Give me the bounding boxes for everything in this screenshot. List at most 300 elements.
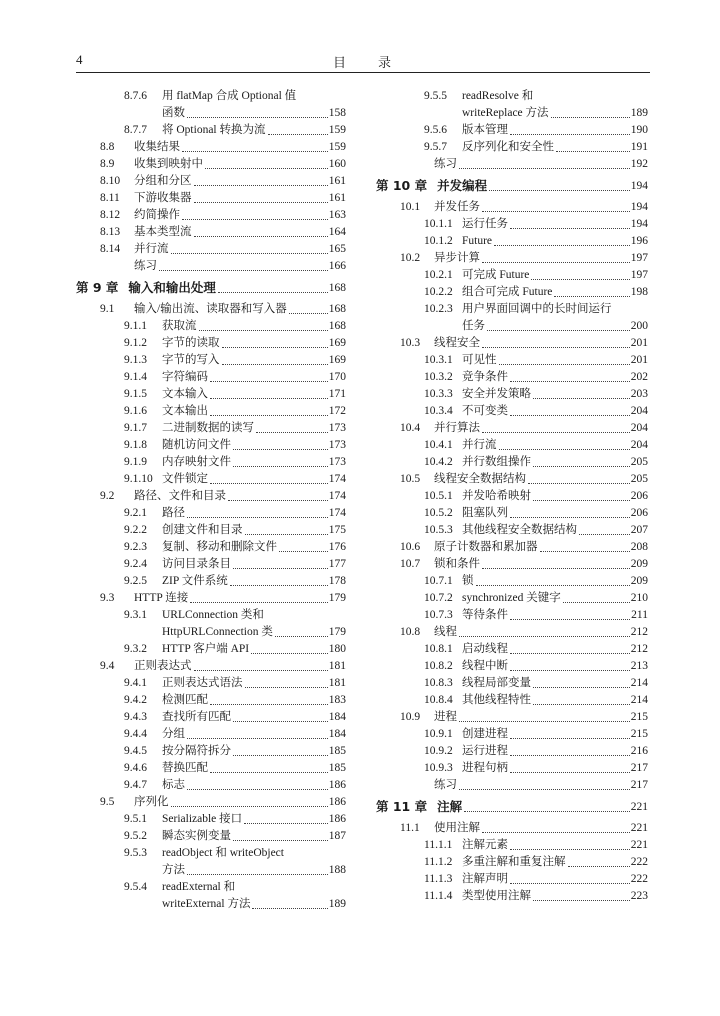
toc-entry[interactable] [76,590,346,607]
toc-entry-number: 10.2 [400,252,421,264]
toc-entry[interactable] [376,888,648,905]
dot-leader [194,670,328,671]
toc-entry[interactable] [376,420,648,437]
toc-entry[interactable] [76,794,346,811]
toc-entry[interactable] [76,88,346,105]
toc-entry-page: 190 [630,124,648,136]
toc-entry-number: 10.9.3 [424,762,453,774]
toc-entry[interactable] [376,522,648,539]
toc-chapter-entry[interactable] [376,173,648,199]
toc-entry-page: 221 [630,822,648,834]
toc-entry-page: 170 [328,371,346,383]
toc-entry[interactable] [76,828,346,845]
toc-entry-number: 10.3.4 [424,405,453,417]
toc-entry[interactable] [376,539,648,556]
toc-entry[interactable] [376,692,648,709]
dot-leader [210,398,328,399]
toc-entry-title: 函数 [162,107,185,119]
toc-entry-title: HTTP 客户端 API [162,643,250,655]
toc-entry-page: 216 [630,745,648,757]
toc-entry-title: Serializable 接口 [162,813,243,825]
toc-entry[interactable] [376,573,648,590]
toc-entry-page: 201 [630,337,648,349]
toc-entry-number: 10.4.1 [424,439,453,451]
toc-entry-title: 进程句柄 [462,762,508,774]
toc-entry-page: 209 [630,575,648,587]
dot-leader [510,228,630,229]
toc-entry-number: 10.1.1 [424,218,453,230]
toc-entry-page: 174 [328,507,346,519]
dot-leader [190,602,328,603]
toc-entry[interactable] [76,845,346,862]
dot-leader [482,211,630,212]
toc-entry[interactable] [376,284,648,301]
dot-leader [459,636,630,637]
toc-entry[interactable] [376,216,648,233]
toc-entry-page: 159 [328,141,346,153]
toc-entry[interactable] [76,224,346,241]
toc-entry-title: 查找所有匹配 [162,711,231,723]
toc-entry-page: 217 [630,762,648,774]
toc-entry[interactable] [76,862,346,879]
toc-entry[interactable] [76,420,346,437]
dot-leader [489,190,630,191]
toc-entry[interactable] [376,488,648,505]
toc-entry[interactable] [376,352,648,369]
toc-entry-title: 用 flatMap 合成 Optional 值 [162,90,297,102]
toc-entry-page: 168 [328,303,346,315]
toc-entry[interactable] [376,658,648,675]
toc-entry-page: 181 [328,660,346,672]
toc-entry-number: 第 10 章 [376,178,428,193]
toc-entry-page: 194 [630,218,648,230]
dot-leader [510,883,630,884]
toc-entry[interactable] [376,301,648,318]
page-header [76,52,650,73]
toc-entry-page: 168 [328,282,346,294]
toc-entry[interactable] [376,743,648,760]
dot-leader [533,500,630,501]
toc-entry-page: 185 [328,745,346,757]
toc-entry-page: 171 [328,388,346,400]
toc-entry-number: 11.1 [400,822,420,834]
toc-entry-title: 标志 [162,779,185,791]
toc-entry-page: 222 [630,856,648,868]
toc-entry-title: 启动线程 [462,643,508,655]
dot-leader [199,330,328,331]
toc-entry[interactable] [76,190,346,207]
toc-entry-title: 可完成 Future [462,269,530,281]
toc-entry-page: 186 [328,779,346,791]
toc-entry[interactable] [76,556,346,573]
toc-entry-title: 基本类型流 [134,226,192,238]
toc-entry-page: 211 [631,609,648,621]
toc-entry-number: 10.5 [400,473,421,485]
toc-entry[interactable] [76,437,346,454]
toc-entry-page: 164 [328,226,346,238]
toc-entry[interactable] [76,624,346,641]
toc-entry-page: 205 [630,473,648,485]
toc-entry[interactable] [76,369,346,386]
toc-entry-title: 锁 [462,575,474,587]
toc-entry-page: 202 [630,371,648,383]
toc-entry-title: 用户界面回调中的长时间运行 [462,303,612,315]
toc-entry[interactable] [376,854,648,871]
toc-entry[interactable] [376,709,648,726]
dot-leader [499,449,630,450]
toc-entry-number: 10.4.2 [424,456,453,468]
toc-entry-number: 9.3.2 [124,643,147,655]
toc-entry[interactable] [376,837,648,854]
toc-entry-number: 8.13 [100,226,121,238]
toc-entry[interactable] [376,403,648,420]
toc-entry[interactable] [376,556,648,573]
toc-entry-title: ZIP 文件系统 [162,575,228,587]
toc-entry-page: 169 [328,337,346,349]
toc-entry-title: 收集结果 [134,141,180,153]
toc-entry[interactable] [376,139,648,156]
toc-entry[interactable] [76,335,346,352]
toc-entry-number: 10.8.2 [424,660,453,672]
toc-entry[interactable] [376,471,648,488]
toc-entry[interactable] [376,624,648,641]
toc-entry-title: 创建文件和目录 [162,524,243,536]
toc-entry-title: 任务 [462,320,485,332]
toc-entry[interactable] [376,505,648,522]
toc-entry[interactable] [376,641,648,658]
toc-entry-number: 10.8.1 [424,643,453,655]
toc-entry[interactable] [76,122,346,139]
dot-leader [459,168,630,169]
toc-entry-page: 206 [630,490,648,502]
toc-entry-page: 178 [328,575,346,587]
toc-entry-title: 注解 [437,799,463,814]
toc-entry[interactable] [376,726,648,743]
dot-leader [533,466,630,467]
dot-leader [528,483,630,484]
toc-entry-number: 10.2.1 [424,269,453,281]
toc-entry-page: 168 [328,320,346,332]
toc-entry-page: 176 [328,541,346,553]
toc-entry-number: 10.1 [400,201,421,213]
dot-leader [251,653,328,654]
toc-entry[interactable] [76,301,346,318]
dot-leader [510,619,630,620]
toc-entry[interactable] [76,454,346,471]
toc-entry-number: 8.7.6 [124,90,147,102]
toc-entry-number: 第 11 章 [376,799,428,814]
toc-entry-number: 10.2.2 [424,286,453,298]
toc-entry-number: 9.1.3 [124,354,147,366]
toc-entry-title: 创建进程 [462,728,508,740]
toc-entry-page: 184 [328,711,346,723]
toc-entry-title: 异步计算 [434,252,480,264]
dot-leader [279,551,328,552]
toc-entry[interactable] [76,352,346,369]
toc-entry-number: 9.2.4 [124,558,147,570]
toc-entry[interactable] [76,386,346,403]
toc-entry[interactable] [76,505,346,522]
toc-entry-title: Future [462,235,493,247]
toc-entry[interactable] [376,590,648,607]
toc-entry-number: 9.1.5 [124,388,147,400]
toc-entry-title: 其他线程特性 [462,694,531,706]
toc-entry-title: 分组 [162,728,185,740]
dot-leader [252,908,327,909]
dot-leader [482,832,630,833]
toc-entry-title: 等待条件 [462,609,508,621]
toc-entry-number: 10.4 [400,422,421,434]
toc-entry-page: 196 [630,235,648,247]
toc-entry-number: 11.1.2 [424,856,453,868]
dot-leader [533,704,630,705]
dot-leader [210,381,328,382]
toc-entry-title: 瞬态实例变量 [162,830,231,842]
toc-entry-number: 10.3.3 [424,388,453,400]
toc-entry-title: 替换匹配 [162,762,208,774]
toc-entry[interactable] [376,156,648,173]
dot-leader [510,738,630,739]
toc-entry-page: 200 [630,320,648,332]
dot-leader [182,219,328,220]
toc-entry-title: 方法 [162,864,185,876]
toc-entry[interactable] [376,871,648,888]
toc-entry[interactable] [376,335,648,352]
toc-entry[interactable] [76,760,346,777]
toc-entry-title: 分组和分区 [134,175,192,187]
dot-leader [510,670,630,671]
toc-entry-title: 原子计数器和累加器 [434,541,538,553]
toc-entry-title: 练习 [134,260,157,272]
dot-leader [233,466,328,467]
dot-leader [464,811,630,812]
toc-entry[interactable] [76,139,346,156]
toc-entry[interactable] [376,675,648,692]
toc-entry-page: 160 [328,158,346,170]
dot-leader [510,415,630,416]
toc-entry-number: 9.3 [100,592,115,604]
dot-leader [159,270,328,271]
toc-entry-title: 访问目录条目 [162,558,231,570]
toc-entry[interactable] [376,233,648,250]
toc-entry[interactable] [76,896,346,913]
page-title: 目 录 [332,55,393,70]
toc-entry-number: 9.2.2 [124,524,147,536]
toc-entry[interactable] [76,318,346,335]
toc-entry[interactable] [76,156,346,173]
toc-entry[interactable] [76,573,346,590]
toc-entry-title: 内存映射文件 [162,456,231,468]
toc-entry-page: 194 [630,180,648,192]
dot-leader [222,364,328,365]
toc-entry[interactable] [376,607,648,624]
toc-entry-number: 10.5.1 [424,490,453,502]
dot-leader [510,381,630,382]
toc-entry[interactable] [76,241,346,258]
toc-entry-number: 9.2 [100,490,115,502]
toc-entry-title: HTTP 连接 [134,592,189,604]
toc-entry-number: 8.9 [100,158,115,170]
toc-entry-page: 217 [630,779,648,791]
toc-entry-page: 174 [328,490,346,502]
dot-leader [222,347,328,348]
toc-entry[interactable] [76,173,346,190]
toc-entry[interactable] [76,675,346,692]
toc-entry-title: 正则表达式 [134,660,192,672]
toc-entry-number: 10.1.2 [424,235,453,247]
dot-leader [268,134,328,135]
toc-entry-page: 197 [630,252,648,264]
toc-entry-number: 9.5.2 [124,830,147,842]
toc-entry-page: 222 [630,873,648,885]
dot-leader [533,900,630,901]
dot-leader [233,755,328,756]
toc-entry[interactable] [376,777,648,794]
toc-entry-page: 186 [328,813,346,825]
toc-entry[interactable] [376,820,648,837]
dot-leader [540,551,630,552]
dot-leader [194,236,328,237]
dot-leader [510,134,630,135]
toc-entry-title: 线程中断 [462,660,508,672]
toc-entry[interactable] [376,250,648,267]
toc-entry[interactable] [376,369,648,386]
toc-entry[interactable] [76,743,346,760]
toc-entry-number: 10.9 [400,711,421,723]
toc-entry-title: 注解声明 [462,873,508,885]
toc-entry[interactable] [76,207,346,224]
toc-entry-title: 进程 [434,711,457,723]
toc-entry-page: 169 [328,354,346,366]
toc-entry-page: 188 [328,864,346,876]
toc-entry-page: 198 [630,286,648,298]
toc-entry-title: readExternal 和 [162,881,236,893]
toc-entry[interactable] [76,258,346,275]
toc-entry[interactable] [76,692,346,709]
toc-entry-number: 9.1.8 [124,439,147,451]
toc-entry-number: 10.3 [400,337,421,349]
toc-entry[interactable] [376,318,648,335]
toc-entry-page: 207 [630,524,648,536]
toc-entry[interactable] [76,658,346,675]
toc-entry-number: 9.3.1 [124,609,147,621]
toc-entry[interactable] [76,539,346,556]
toc-entry[interactable] [376,267,648,284]
toc-entry-title: 字节的写入 [162,354,220,366]
dot-leader [233,721,328,722]
toc-entry[interactable] [376,199,648,216]
toc-entry-title: 按分隔符拆分 [162,745,231,757]
toc-entry-page: 158 [328,107,346,119]
dot-leader [533,398,630,399]
toc-entry[interactable] [76,879,346,896]
toc-entry-title: 并行流 [462,439,497,451]
toc-entry[interactable] [76,726,346,743]
toc-entry-number: 9.5.4 [124,881,147,893]
toc-entry[interactable] [76,607,346,624]
toc-entry-title: 类型使用注解 [462,890,531,902]
dot-leader [230,585,328,586]
toc-entry[interactable] [76,777,346,794]
toc-entry[interactable] [376,88,648,105]
dot-leader [233,840,328,841]
toc-entry-title: 正则表达式语法 [162,677,243,689]
toc-entry-page: 185 [328,762,346,774]
toc-entry-page: 204 [630,439,648,451]
dot-leader [487,330,630,331]
toc-left-column [76,88,346,913]
toc-entry-title: 二进制数据的读写 [162,422,254,434]
toc-entry-title: 运行任务 [462,218,508,230]
toc-entry[interactable] [376,386,648,403]
toc-entry[interactable] [76,403,346,420]
toc-entry-page: 165 [328,243,346,255]
toc-entry-page: 181 [328,677,346,689]
toc-entry-title: 其他线程安全数据结构 [462,524,577,536]
toc-entry[interactable] [76,811,346,828]
toc-entry-page: 173 [328,422,346,434]
toc-entry[interactable] [76,488,346,505]
toc-entry-title: 线程安全数据结构 [434,473,526,485]
toc-entry-page: 197 [630,269,648,281]
toc-entry-title: 版本管理 [462,124,508,136]
toc-entry-title: 运行进程 [462,745,508,757]
toc-entry-number: 9.1.6 [124,405,147,417]
dot-leader [289,313,328,314]
toc-entry[interactable] [76,709,346,726]
toc-chapter-entry[interactable] [76,275,346,301]
dot-leader [187,517,328,518]
toc-entry[interactable] [376,105,648,122]
toc-entry-page: 212 [630,643,648,655]
dot-leader [210,483,328,484]
toc-entry-number: 9.5.3 [124,847,147,859]
toc-entry[interactable] [76,105,346,122]
toc-entry-page: 183 [328,694,346,706]
toc-entry-page: 173 [328,456,346,468]
dot-leader [187,874,328,875]
toc-entry[interactable] [76,641,346,658]
toc-chapter-entry[interactable] [376,794,648,820]
toc-entry-title: 并行数组操作 [462,456,531,468]
toc-entry-page: 204 [630,422,648,434]
toc-entry-number: 9.4.6 [124,762,147,774]
toc-entry-title: readResolve 和 [462,90,534,102]
toc-entry[interactable] [76,471,346,488]
toc-entry[interactable] [376,454,648,471]
toc-entry-number: 9.4.1 [124,677,147,689]
toc-entry-title: 注解元素 [462,839,508,851]
dot-leader [510,772,630,773]
toc-entry-number: 10.8.3 [424,677,453,689]
toc-entry-page: 186 [328,796,346,808]
toc-entry-number: 10.8 [400,626,421,638]
dot-leader [245,687,328,688]
toc-entry[interactable] [376,437,648,454]
toc-entry-page: 177 [328,558,346,570]
toc-entry-page: 221 [630,801,648,813]
toc-entry-title: 字符编码 [162,371,208,383]
toc-entry-page: 208 [630,541,648,553]
toc-entry[interactable] [376,760,648,777]
toc-entry[interactable] [76,522,346,539]
toc-entry-title: 阻塞队列 [462,507,508,519]
toc-entry-title: HttpURLConnection 类 [162,626,273,638]
dot-leader [194,185,328,186]
toc-entry-title: 复制、移动和删除文件 [162,541,277,553]
toc-entry-number: 10.5.3 [424,524,453,536]
toc-entry[interactable] [376,122,648,139]
